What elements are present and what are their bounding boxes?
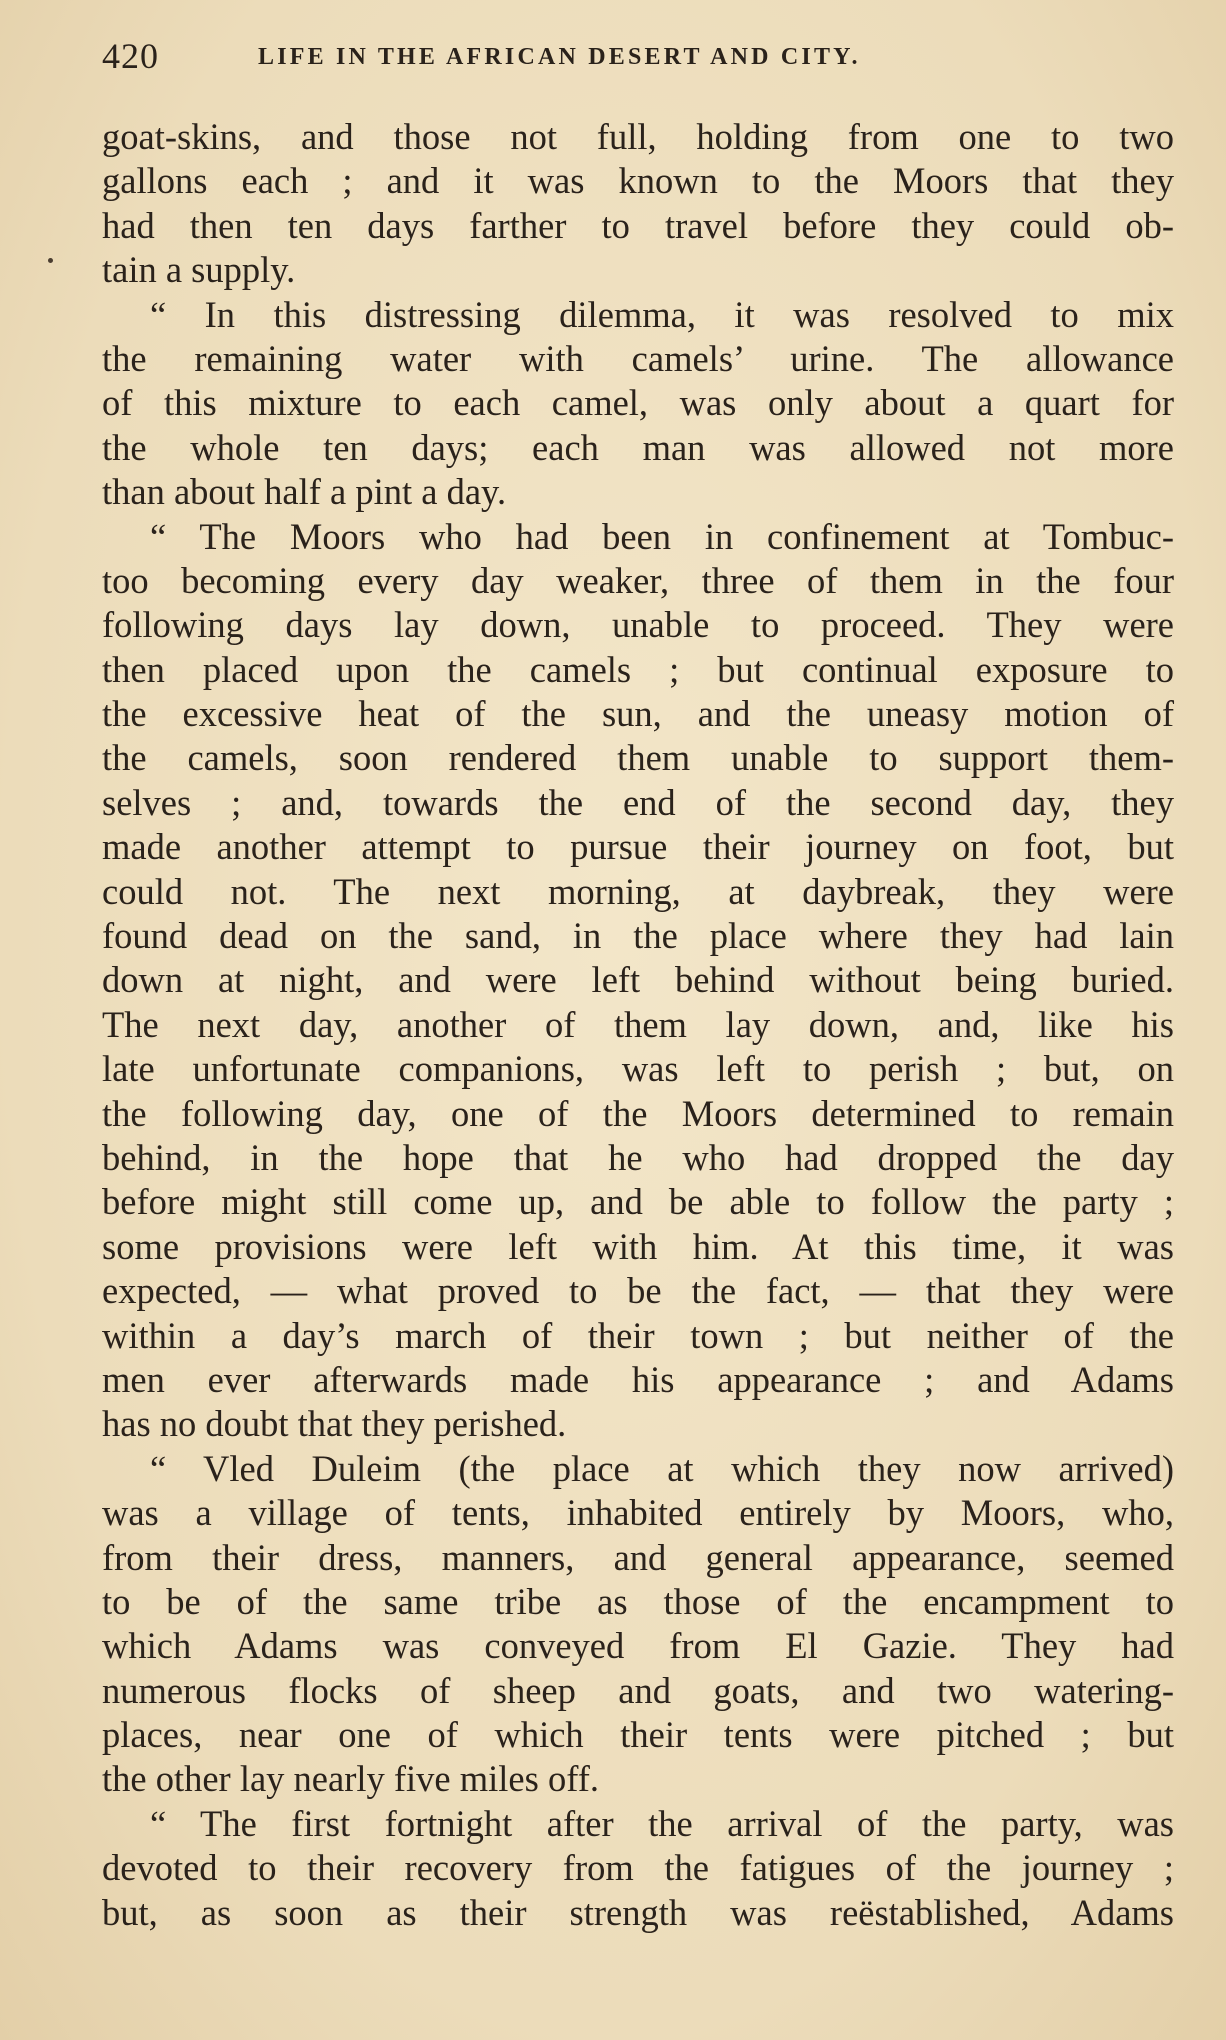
- text-line: the whole ten days; each man was allowed not more: [102, 426, 1174, 468]
- text-line: selves ; and, towards the end of the second day, they: [102, 781, 1174, 823]
- text-line: devoted to their recovery from the fatigues of the journey ;: [102, 1847, 1174, 1889]
- text-line: has no doubt that they perished.: [102, 1403, 567, 1445]
- text-line: The next day, another of them lay down, and, like his: [102, 1003, 1174, 1045]
- text-line: had then ten days farther to travel before they could ob-: [102, 204, 1174, 246]
- text-line: behind, in the hope that he who had dropped the day: [102, 1136, 1174, 1178]
- text-line: made another attempt to pursue their journey on foot, but: [102, 826, 1174, 868]
- text-line: gallons each ; and it was known to the Moors that they: [102, 160, 1174, 202]
- text-line: but, as soon as their strength was reëstablished, Adams: [102, 1891, 1174, 1933]
- text-line: “ The Moors who had been in confinement at Tombuc-: [150, 515, 1174, 557]
- text-line: tain a supply.: [102, 249, 296, 291]
- text-line: of this mixture to each camel, was only about a quart for: [102, 382, 1174, 424]
- text-line: then placed upon the camels ; but continual exposure to: [102, 648, 1174, 690]
- text-line: could not. The next morning, at daybreak, they were: [102, 870, 1174, 912]
- text-line: the camels, soon rendered them unable to support them-: [102, 737, 1174, 779]
- text-line: “ The first fortnight after the arrival of the party, was: [150, 1802, 1174, 1844]
- running-head: [102, 36, 1174, 76]
- text-line: the following day, one of the Moors determined to remain: [102, 1092, 1174, 1134]
- text-line: the excessive heat of the sun, and the uneasy motion of: [102, 693, 1174, 735]
- text-line: before might still come up, and be able to follow the party ;: [102, 1181, 1174, 1223]
- text-line: “ In this distressing dilemma, it was resolved to mix: [150, 293, 1174, 335]
- text-line: the other lay nearly five miles off.: [102, 1758, 599, 1800]
- text-line: places, near one of which their tents were pitched ; but: [102, 1714, 1174, 1756]
- text-line: down at night, and were left behind without being buried.: [102, 959, 1174, 1001]
- text-line: was a village of tents, inhabited entirely by Moors, who,: [102, 1492, 1174, 1534]
- body-text: [102, 115, 1174, 1935]
- text-line: which Adams was conveyed from El Gazie. They had: [102, 1625, 1174, 1667]
- text-line: from their dress, manners, and general appearance, seemed: [102, 1536, 1174, 1578]
- page-number: 420: [102, 36, 159, 76]
- margin-mark: [48, 258, 53, 263]
- text-line: late unfortunate companions, was left to perish ; but, on: [102, 1048, 1174, 1090]
- text-line: numerous flocks of sheep and goats, and two watering-: [102, 1669, 1174, 1711]
- text-line: some provisions were left with him. At this time, it was: [102, 1225, 1174, 1267]
- text-line: men ever afterwards made his appearance ; and Adams: [102, 1358, 1174, 1400]
- text-line: “ Vled Duleim (the place at which they now arrived): [150, 1447, 1174, 1489]
- running-title: LIFE IN THE AFRICAN DESERT AND CITY.: [258, 44, 861, 70]
- text-line: found dead on the sand, in the place where they had lain: [102, 915, 1174, 957]
- text-line: expected, — what proved to be the fact, — that they were: [102, 1270, 1174, 1312]
- text-line: too becoming every day weaker, three of them in the four: [102, 559, 1174, 601]
- text-line: following days lay down, unable to proceed. They were: [102, 604, 1174, 646]
- text-line: to be of the same tribe as those of the encampment to: [102, 1580, 1174, 1622]
- text-line: the remaining water with camels’ urine. The allowance: [102, 337, 1174, 379]
- text-line: within a day’s march of their town ; but neither of the: [102, 1314, 1174, 1356]
- text-line: than about half a pint a day.: [102, 471, 507, 513]
- text-line: goat-skins, and those not full, holding from one to two: [102, 116, 1174, 157]
